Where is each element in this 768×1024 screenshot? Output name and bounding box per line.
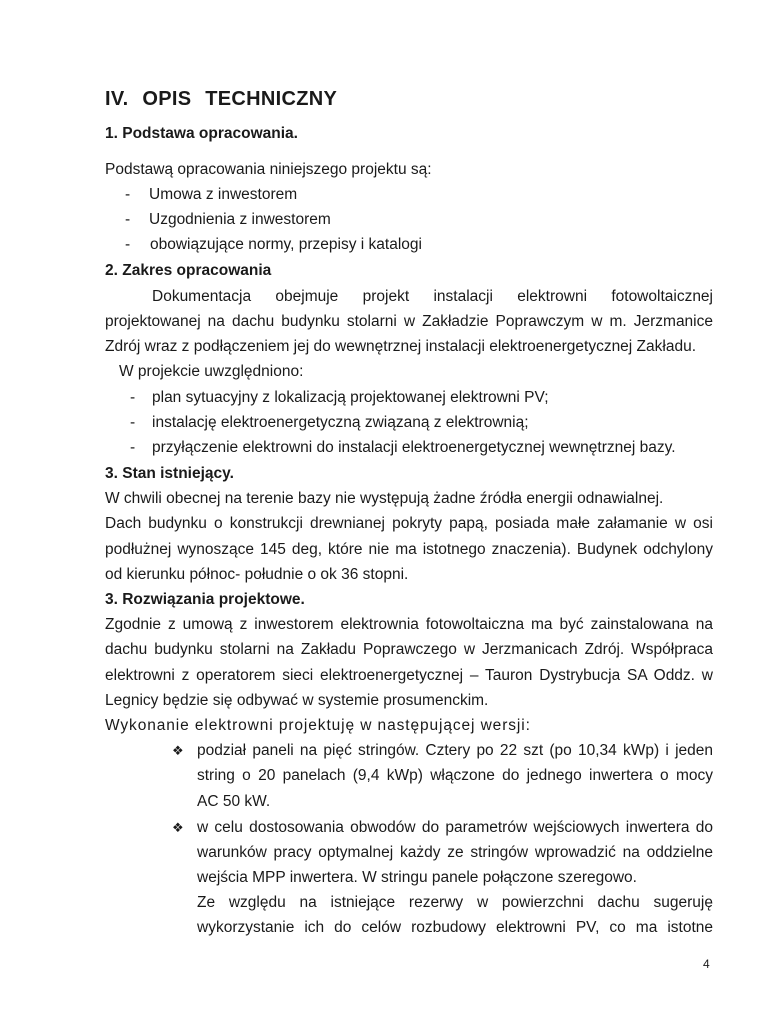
dash-bullet: -	[130, 414, 136, 431]
section-4-heading: 3. Rozwiązania projektowe.	[105, 591, 305, 608]
list-item: instalację elektroenergetyczną związaną z elektrownią;	[152, 414, 529, 431]
dash-bullet: -	[130, 439, 136, 456]
dash-bullet: -	[125, 236, 131, 253]
paragraph-line: Zgodnie z umową z inwestorem elektrownia fotowoltaiczna ma być zainstalowana na	[105, 616, 713, 633]
diamond-bullet-icon: ❖	[172, 820, 184, 835]
list-item: plan sytuacyjny z lokalizacją projektowanej elektrowni PV;	[152, 389, 549, 406]
diamond-bullet-icon: ❖	[172, 743, 184, 758]
dash-bullet: -	[125, 211, 131, 228]
list-item: Uzgodnienia z inwestorem	[149, 211, 331, 228]
bullet-line: wykorzystanie ich do celów rozbudowy elektrowni PV, co ma istotne	[197, 919, 713, 936]
paragraph-line: Dokumentacja obejmuje projekt instalacji elektrowni fotowoltaicznej	[152, 288, 713, 305]
bullet-line: string o 20 panelach (9,4 kWp) włączone do jednego inwertera o mocy	[197, 767, 713, 784]
page-title: IV. OPIS TECHNICZNY	[105, 88, 338, 110]
section-1-intro: Podstawą opracowania niniejszego projektu są:	[105, 161, 432, 178]
bullet-line: Ze względu na istniejące rezerwy w powierzchni dachu sugeruję	[197, 894, 713, 911]
bullet-line: AC 50 kW.	[197, 793, 271, 810]
list-item: przyłączenie elektrowni do instalacji elektroenergetycznej wewnętrznej bazy.	[152, 439, 676, 456]
page-number: 4	[703, 957, 710, 971]
list-item: obowiązujące normy, przepisy i katalogi	[150, 236, 422, 253]
paragraph-line: projektowanej na dachu budynku stolarni w Zakładzie Poprawczym w m. Jerzmanice	[105, 313, 713, 330]
dash-bullet: -	[130, 389, 136, 406]
dash-bullet: -	[125, 186, 131, 203]
paragraph-line: Wykonanie elektrowni projektuję w następującej wersji:	[105, 717, 531, 734]
list-item: Umowa z inwestorem	[149, 186, 298, 203]
bullet-line: warunków pracy optymalnej każdy ze stringów wprowadzić na oddzielne	[197, 844, 713, 861]
bullet-line: w celu dostosowania obwodów do parametrów wejściowych inwertera do	[197, 819, 713, 836]
bullet-line: podział paneli na pięć stringów. Cztery po 22 szt (po 10,34 kWp) i jeden	[197, 742, 713, 759]
section-3-heading: 3. Stan istniejący.	[105, 465, 234, 482]
section-1-heading: 1. Podstawa opracowania.	[105, 125, 298, 142]
paragraph-line: Legnicy będzie się odbywać w systemie prosumenckim.	[105, 692, 489, 709]
paragraph-line: Dach budynku o konstrukcji drewnianej pokryty papą, posiada małe załamanie w osi	[105, 515, 713, 532]
bullet-line: wejścia MPP inwertera. W stringu panele połączone szeregowo.	[197, 869, 637, 886]
paragraph-line: podłużnej wynoszące 145 deg, które nie ma istotnego znaczenia). Budynek odchylony	[105, 541, 713, 558]
paragraph-line: W chwili obecnej na terenie bazy nie występują żadne źródła energii odnawialnej.	[105, 490, 664, 507]
paragraph-line: od kierunku północ- południe o ok 36 stopni.	[105, 566, 409, 583]
paragraph-line: Zdrój wraz z podłączeniem jej do wewnętrznej instalacji elektroenergetycznej Zakładu.	[105, 338, 697, 355]
section-2-heading: 2. Zakres opracowania	[105, 262, 272, 279]
paragraph-line: W projekcie uwzględniono:	[119, 363, 304, 380]
paragraph-line: elektrowni z operatorem sieci elektroenergetycznej – Tauron Dystrybucja SA Oddz. w	[105, 667, 713, 684]
paragraph-line: dachu budynku stolarni na Zakładu Poprawczego w Jerzmanicach Zdrój. Współpraca	[105, 641, 713, 658]
